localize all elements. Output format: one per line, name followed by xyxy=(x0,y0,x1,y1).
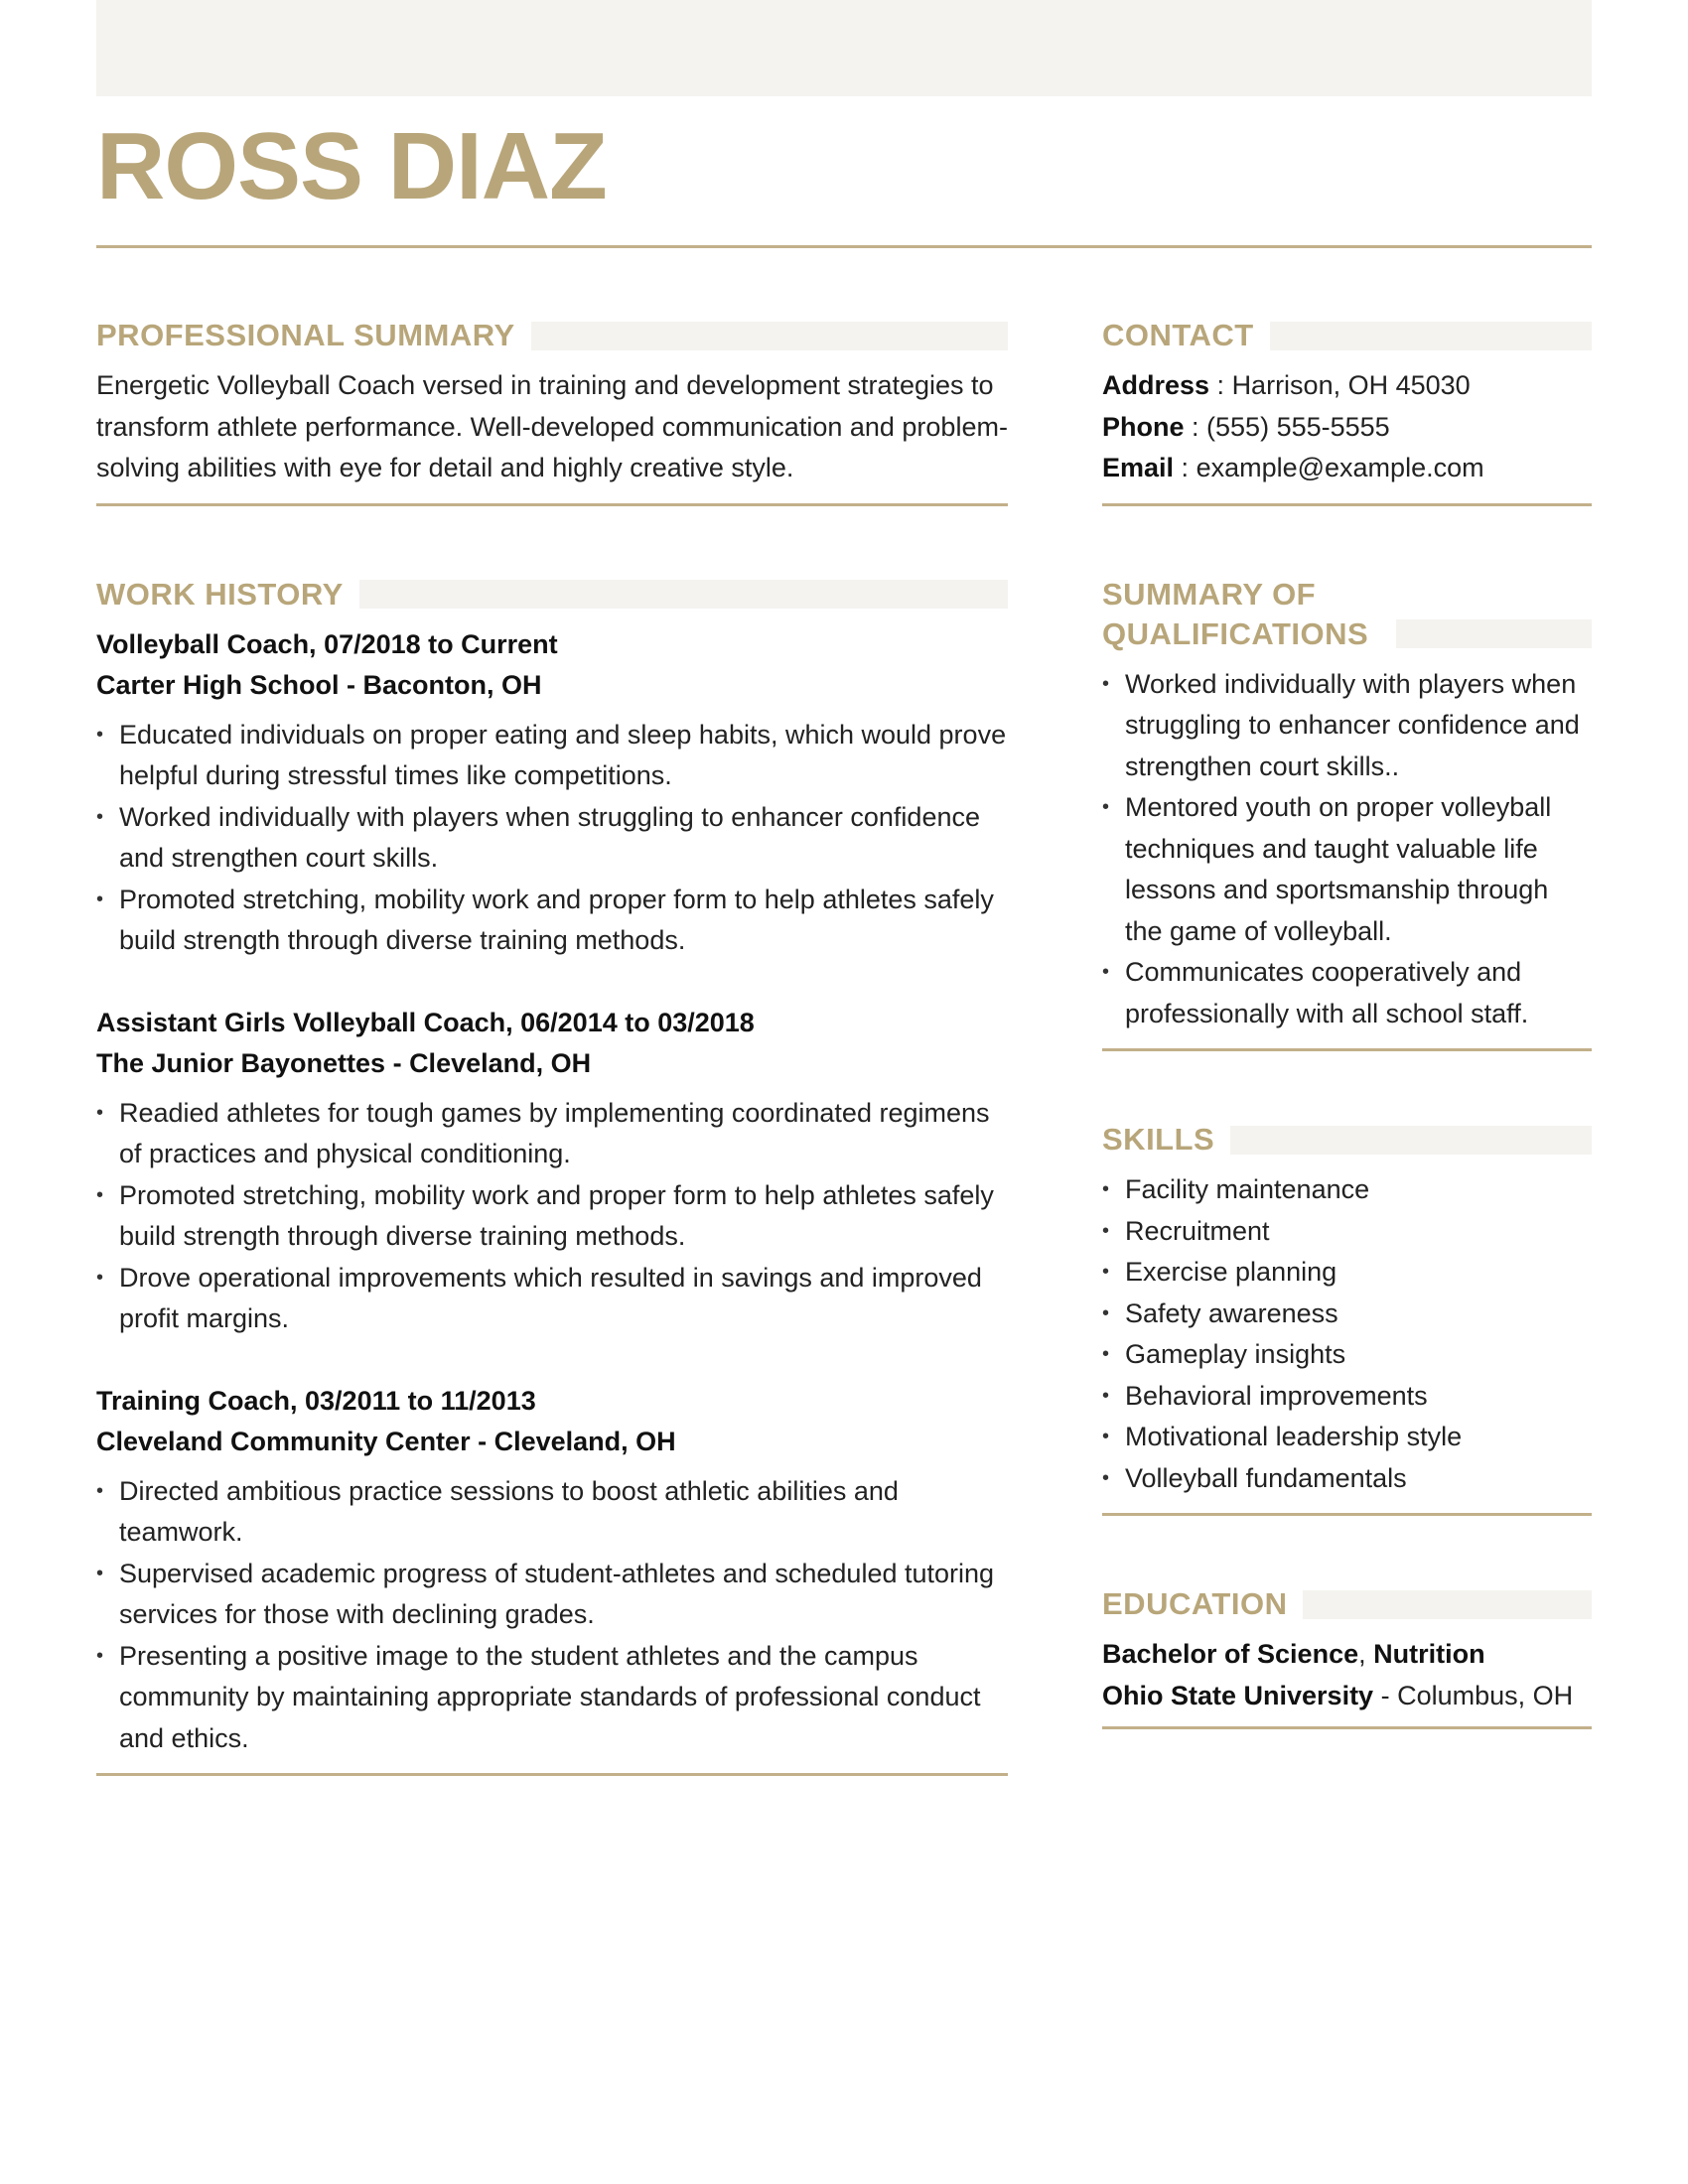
list-item: • Gameplay insights xyxy=(1102,1334,1592,1376)
phone-label: Phone xyxy=(1102,411,1185,442)
list-item: • Volleyball fundamentals xyxy=(1102,1458,1592,1500)
section-divider xyxy=(1102,1048,1592,1051)
company-name: The Junior Bayonettes xyxy=(96,1048,386,1078)
address-value: Harrison, OH 45030 xyxy=(1231,370,1471,400)
degree-name: Bachelor of Science xyxy=(1102,1639,1359,1669)
section-header-bar xyxy=(359,580,1008,609)
education-degree: Bachelor of Science, Nutrition xyxy=(1102,1639,1485,1669)
job-entry xyxy=(96,1381,1008,1760)
left-column xyxy=(96,316,1008,1776)
job-bullets xyxy=(96,1471,1008,1760)
list-item: • Promoted stretching, mobility work and proper form to help athletes safely build strength through diverse training methods. xyxy=(96,880,1008,962)
job-title: Assistant Girls Volleyball Coach, 06/2014 to 03/2018 xyxy=(96,1007,755,1037)
list-item: • Presenting a positive image to the student athletes and the campus community by maintaining appropriate standards of professional conduct and ethics. xyxy=(96,1636,1008,1760)
school-location: Columbus, OH xyxy=(1397,1680,1574,1710)
section-title: SUMMARY OF QUALIFICATIONS xyxy=(1102,576,1369,651)
list-item: • Directed ambitious practice sessions to boost athletic abilities and teamwork. xyxy=(96,1471,1008,1554)
section-header-bar xyxy=(1303,1590,1592,1619)
list-item: • Drove operational improvements which resulted in savings and improved profit margins. xyxy=(96,1258,1008,1340)
candidate-name: ROSS DIAZ xyxy=(96,113,607,219)
list-item: • Worked individually with players when struggling to enhancer confidence and strengthen court skills. xyxy=(96,797,1008,880)
section-header-bar xyxy=(1230,1126,1592,1155)
section-divider xyxy=(96,503,1008,506)
job-bullets xyxy=(96,1093,1008,1340)
contact-section xyxy=(1102,316,1592,506)
list-item: • Safety awareness xyxy=(1102,1294,1592,1335)
section-header-bar xyxy=(531,322,1008,350)
job-company: Cleveland Community Center - Cleveland, OH xyxy=(96,1427,676,1456)
list-item: • Facility maintenance xyxy=(1102,1169,1592,1211)
section-title: SKILLS xyxy=(1102,1122,1215,1157)
header-band xyxy=(96,0,1592,96)
list-item: • Communicates cooperatively and professionally with all school staff. xyxy=(1102,952,1592,1034)
company-location: Baconton, OH xyxy=(362,670,542,700)
school-name: Ohio State University xyxy=(1102,1680,1374,1710)
education-section xyxy=(1102,1584,1592,1729)
contact-address: Address : Harrison, OH 45030 xyxy=(1102,370,1471,400)
section-header-bar xyxy=(1270,322,1592,350)
section-header-bar xyxy=(1396,619,1592,648)
list-item: • Promoted stretching, mobility work and proper form to help athletes safely build strength through diverse training methods. xyxy=(96,1175,1008,1258)
section-title: CONTACT xyxy=(1102,318,1254,352)
qualifications-list xyxy=(1102,664,1592,1035)
section-title: WORK HISTORY xyxy=(96,576,344,612)
list-item: • Educated individuals on proper eating and sleep habits, which would prove helpful during stressful times like competitions. xyxy=(96,715,1008,797)
section-divider xyxy=(1102,1726,1592,1729)
section-header xyxy=(1102,1120,1592,1160)
list-item: • Recruitment xyxy=(1102,1211,1592,1253)
contact-phone: Phone : (555) 555-5555 xyxy=(1102,411,1390,442)
job-company: The Junior Bayonettes - Cleveland, OH xyxy=(96,1048,592,1078)
company-location: Cleveland, OH xyxy=(493,1427,676,1456)
list-item: • Supervised academic progress of student-athletes and scheduled tutoring services for those with declining grades. xyxy=(96,1554,1008,1636)
section-header xyxy=(96,316,1008,355)
skills-list xyxy=(1102,1169,1592,1499)
qualifications-section xyxy=(1102,575,1592,1052)
email-label: Email xyxy=(1102,453,1175,482)
list-item: • Behavioral improvements xyxy=(1102,1376,1592,1418)
section-header xyxy=(96,575,1008,614)
job-company: Carter High School - Baconton, OH xyxy=(96,670,542,700)
section-title: PROFESSIONAL SUMMARY xyxy=(96,318,515,352)
professional-summary-section xyxy=(96,316,1008,506)
section-header xyxy=(1102,316,1592,355)
section-header xyxy=(1102,575,1592,654)
list-item: • Worked individually with players when struggling to enhancer confidence and strengthen court skills.. xyxy=(1102,664,1592,788)
section-divider xyxy=(1102,1513,1592,1516)
summary-text: Energetic Volleyball Coach versed in training and development strategies to transform athlete performance. Well-developed communication and problem-solving abilities with eye for detail and highly creative style. xyxy=(96,370,1008,482)
section-title: EDUCATION xyxy=(1102,1586,1288,1621)
job-bullets xyxy=(96,715,1008,962)
section-divider xyxy=(1102,503,1592,506)
list-item: • Motivational leadership style xyxy=(1102,1417,1592,1458)
list-item: • Mentored youth on proper volleyball techniques and taught valuable life lessons and sportsmanship through the game of volleyball. xyxy=(1102,787,1592,952)
work-history-section xyxy=(96,575,1008,1777)
list-item: • Readied athletes for tough games by implementing coordinated regimens of practices and physical conditioning. xyxy=(96,1093,1008,1175)
degree-field: Nutrition xyxy=(1373,1639,1485,1669)
job-entry xyxy=(96,1003,1008,1340)
address-label: Address xyxy=(1102,370,1210,400)
section-header xyxy=(1102,1584,1592,1624)
job-entry xyxy=(96,624,1008,962)
header-divider xyxy=(96,245,1592,248)
job-title: Volleyball Coach, 07/2018 to Current xyxy=(96,628,558,659)
company-location: Cleveland, OH xyxy=(409,1048,592,1078)
education-school: Ohio State University - Columbus, OH xyxy=(1102,1680,1574,1710)
company-name: Cleveland Community Center xyxy=(96,1427,471,1456)
job-title: Training Coach, 03/2011 to 11/2013 xyxy=(96,1385,536,1416)
skills-section xyxy=(1102,1120,1592,1516)
email-value: example@example.com xyxy=(1196,453,1484,482)
company-name: Carter High School xyxy=(96,670,340,700)
phone-value: (555) 555-5555 xyxy=(1206,411,1390,442)
contact-email: Email : example@example.com xyxy=(1102,453,1484,482)
list-item: • Exercise planning xyxy=(1102,1252,1592,1294)
section-divider xyxy=(96,1773,1008,1776)
right-column xyxy=(1102,316,1592,1729)
